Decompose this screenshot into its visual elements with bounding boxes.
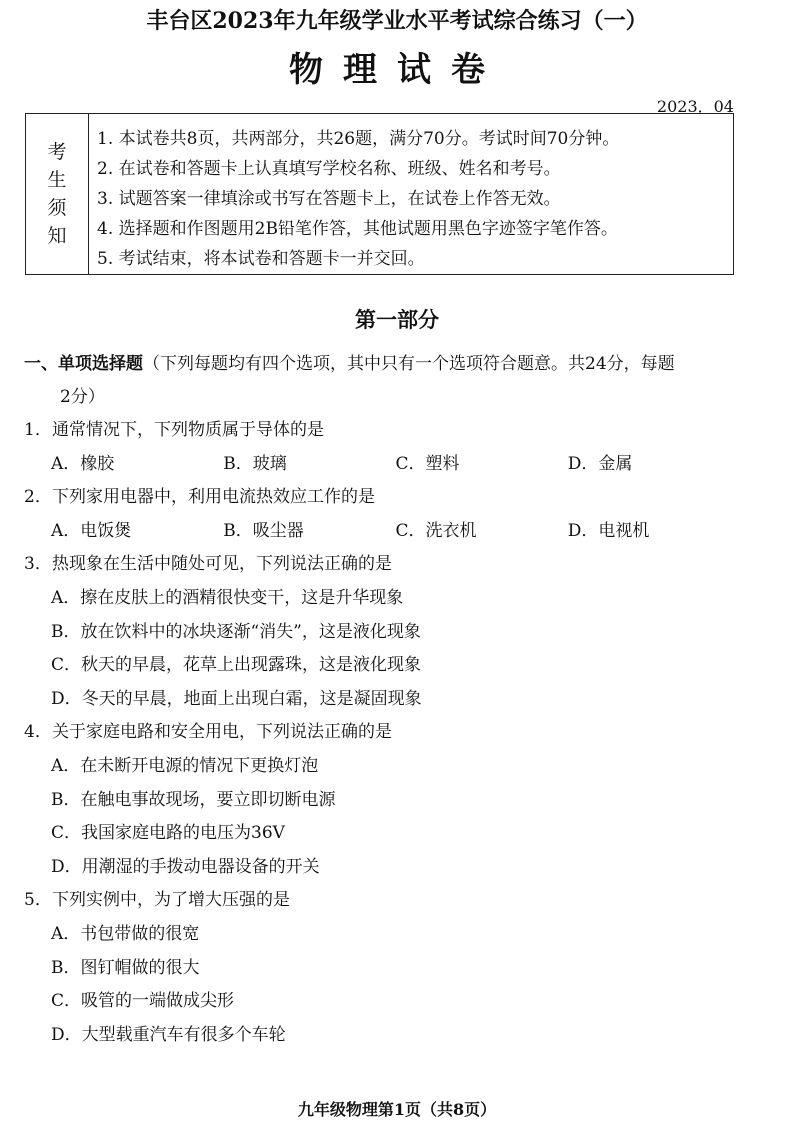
part-note: （下列每题均有四个选项，其中只有一个选项符合题意。共24分，每题 bbox=[143, 354, 675, 374]
part-heading bbox=[24, 348, 740, 381]
notice-item: 2. 在试卷和答题卡上认真填写学校名称、班级、姓名和考号。 bbox=[97, 159, 561, 179]
option-b: B．放在饮料中的冰块逐渐“消失”，这是液化现象 bbox=[51, 621, 421, 642]
option-d: D．冬天的早晨，地面上出现白霜，这是凝固现象 bbox=[51, 688, 422, 709]
question-stem bbox=[24, 716, 740, 750]
question-5 bbox=[24, 884, 740, 1052]
exam-header-title: 丰台区2023年九年级学业水平考试综合练习（一） bbox=[146, 8, 648, 34]
option-row bbox=[24, 515, 740, 549]
notice-item: 1. 本试卷共8页，共两部分，共26题，满分70分。考试时间70分钟。 bbox=[97, 129, 620, 149]
question-number: 2． bbox=[24, 487, 52, 508]
paper-title: 物理试卷 bbox=[289, 50, 505, 90]
notice-label: 考生须知 bbox=[47, 141, 67, 247]
notice-item: 3. 试题答案一律填涂或书写在答题卡上，在试卷上作答无效。 bbox=[97, 189, 561, 209]
option-row bbox=[24, 448, 740, 482]
question-3 bbox=[24, 548, 740, 716]
candidate-notice-box bbox=[25, 113, 734, 275]
option-a: A．擦在皮肤上的酒精很快变干，这是升华现象 bbox=[51, 587, 404, 608]
option-b: B．玻璃 bbox=[223, 453, 287, 474]
question-number: 3． bbox=[24, 554, 52, 575]
question-number: 5． bbox=[24, 890, 52, 911]
question-stem bbox=[24, 884, 740, 918]
question-stem bbox=[24, 548, 740, 582]
option-c: C．我国家庭电路的电压为36V bbox=[51, 823, 285, 844]
option-a: A．电饭煲 bbox=[51, 520, 132, 541]
option-d: D．大型载重汽车有很多个车轮 bbox=[51, 1024, 286, 1045]
question-text: 下列家用电器中，利用电流热效应工作的是 bbox=[52, 487, 375, 508]
notice-item: 4. 选择题和作图题用2B铅笔作答，其他试题用黑色字迹签字笔作答。 bbox=[97, 219, 618, 239]
option-a: A．书包带做的很宽 bbox=[51, 923, 200, 944]
option-c: C．秋天的早晨，花草上出现露珠，这是液化现象 bbox=[51, 655, 422, 676]
question-number: 1． bbox=[24, 420, 52, 440]
part-name: 单项选择题 bbox=[58, 354, 143, 374]
option-column bbox=[24, 918, 740, 1052]
option-column bbox=[24, 750, 740, 884]
notice-item: 5. 考试结束，将本试卷和答题卡一并交回。 bbox=[97, 249, 425, 269]
section-title: 第一部分 bbox=[355, 307, 439, 332]
option-d: D．用潮湿的手拨动电器设备的开关 bbox=[51, 856, 320, 877]
option-d: D．电视机 bbox=[567, 520, 650, 541]
notice-label-cell bbox=[26, 114, 89, 274]
question-text: 关于家庭电路和安全用电，下列说法正确的是 bbox=[52, 722, 392, 743]
question-text: 通常情况下，下列物质属于导体的是 bbox=[52, 420, 324, 440]
option-c: C．洗衣机 bbox=[395, 520, 477, 541]
question-stem bbox=[24, 414, 740, 448]
option-c: C．吸管的一端做成尖形 bbox=[51, 991, 235, 1012]
question-2 bbox=[24, 481, 740, 548]
option-b: B．图钉帽做的很大 bbox=[51, 957, 200, 978]
question-stem bbox=[24, 481, 740, 515]
part-note-continued: 2分） bbox=[60, 387, 105, 407]
option-d: D．金属 bbox=[567, 453, 633, 474]
option-b: B．在触电事故现场，要立即切断电源 bbox=[51, 789, 336, 810]
question-number: 4． bbox=[24, 722, 52, 743]
option-b: B．吸尘器 bbox=[223, 520, 304, 541]
option-a: A．橡胶 bbox=[51, 453, 115, 474]
option-a: A．在未断开电源的情况下更换灯泡 bbox=[51, 755, 319, 776]
option-c: C．塑料 bbox=[395, 453, 460, 474]
question-list bbox=[24, 348, 740, 1052]
option-column bbox=[24, 582, 740, 716]
question-1 bbox=[24, 414, 740, 481]
part-number: 一、 bbox=[24, 354, 58, 374]
question-text: 热现象在生活中随处可见，下列说法正确的是 bbox=[52, 554, 392, 575]
question-4 bbox=[24, 716, 740, 884]
notice-list bbox=[89, 114, 619, 274]
page-footer: 九年级物理第1页（共8页） bbox=[297, 1100, 497, 1119]
paper-date: 2023．04 bbox=[656, 97, 734, 116]
question-text: 下列实例中，为了增大压强的是 bbox=[52, 890, 290, 911]
